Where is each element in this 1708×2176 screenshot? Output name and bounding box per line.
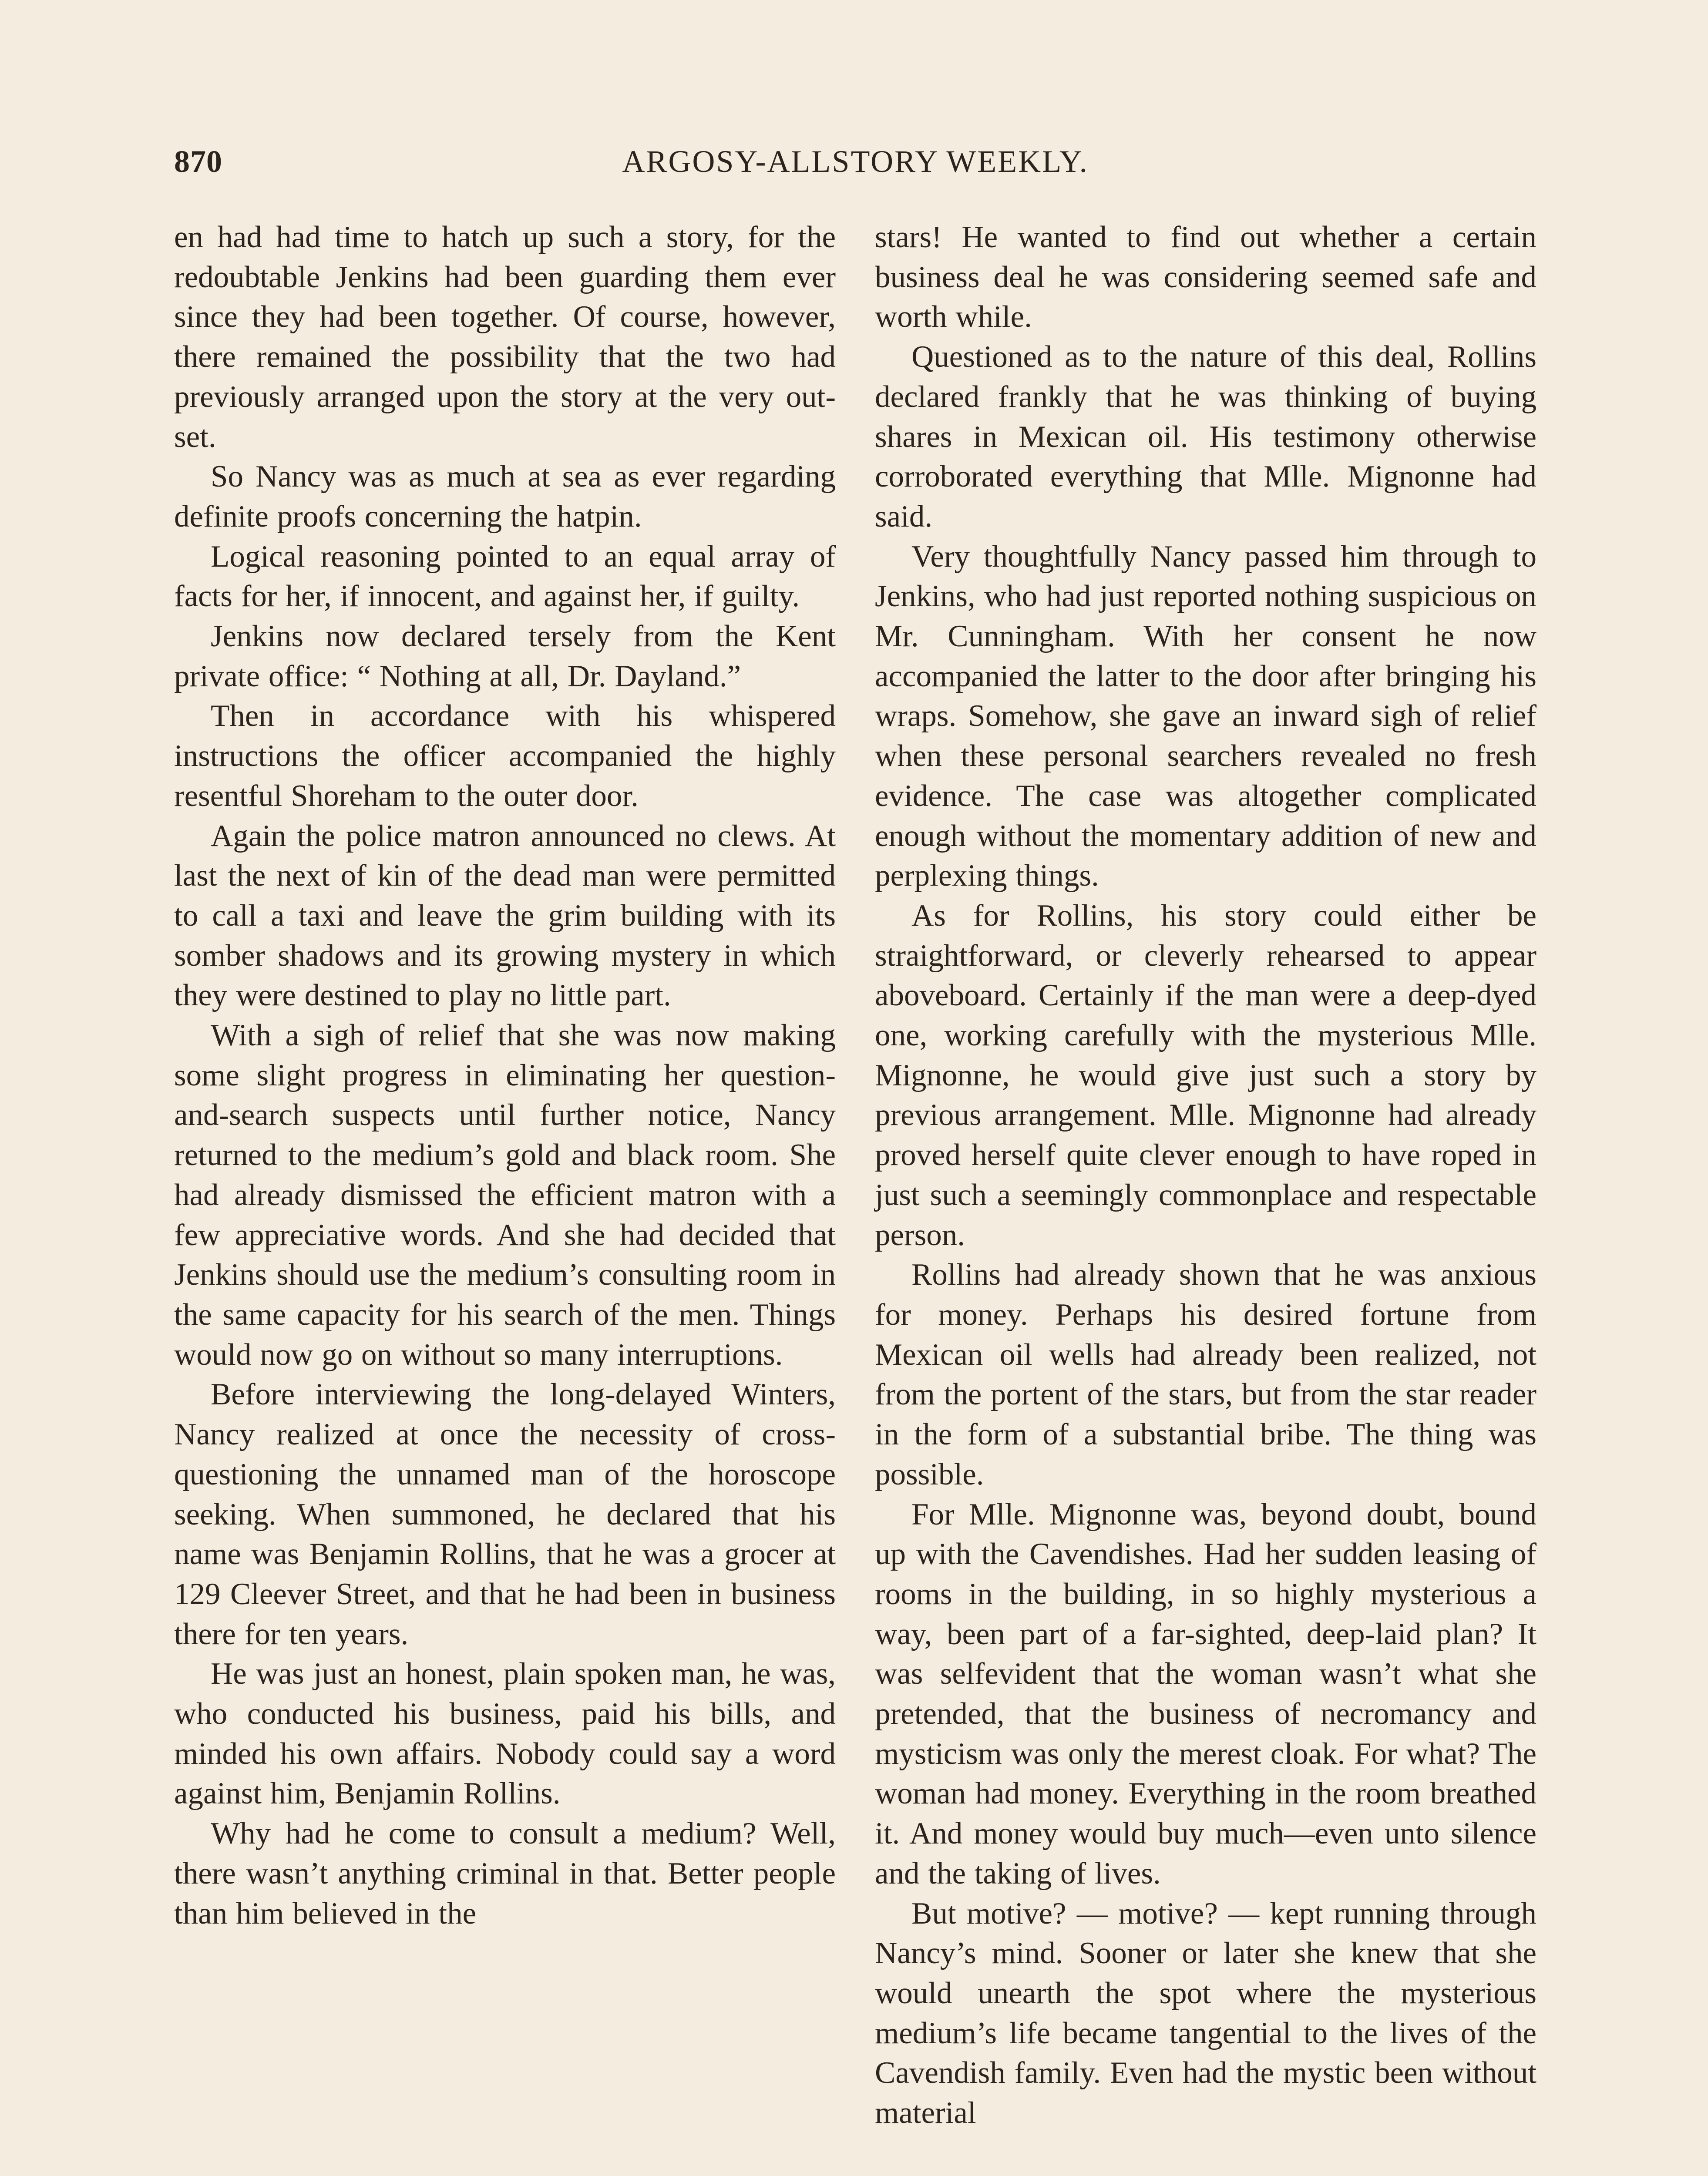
paragraph: So Nancy was as much at sea as ever regarding definite proofs concerning the hatpin. (174, 460, 836, 534)
paragraph: Jenkins now declared tersely from the Kent private office: “ Nothing at all, Dr. Dayland.” (174, 619, 836, 693)
page-number: 870 (174, 144, 222, 179)
article-body (174, 218, 1537, 2176)
paragraph: As for Rollins, his story could either be straightforward, or cleverly rehearsed to appear aboveboard. Certainly if the man were a deep-dyed one, working carefully with the mysterious Mlle. Mignonne, he would give just such a story by previous arrangement. Mlle. Mignonne had already proved herself quite clever enough to have roped in just such a seemingly commonplace and respectable person. (875, 898, 1537, 1252)
paragraph: Then in accordance with his whispered instructions the officer accompanied the highly resentful Shoreham to the outer door. (174, 699, 836, 813)
paragraph: For Mlle. Mignonne was, beyond doubt, bound up with the Cavendishes. Had her sudden leasing of rooms in the building, in so highly mysterious a way, been part of a far-sighted, deep-laid plan? It was selfevident that the woman wasn’t what she pretended, that the business of necromancy and mysticism was only the merest cloak. For what? The woman had money. Everything in the room breathed it. And money would buy much—even unto silence and the taking of lives. (875, 1497, 1537, 1891)
paragraph: With a sigh of relief that she was now making some slight progress in eliminating her question-and-search suspects until further notice, Nancy returned to the medium’s gold and black room. She had already dismissed the efficient matron with a few appreciative words. And she had decided that Jenkins should use the medium’s consulting room in the same capacity for his search of the men. Things would now go on without so many interruptions. (174, 1018, 836, 1372)
paragraph: Why had he come to consult a medium? Well, there wasn’t anything criminal in that. Better people than him believed in the (174, 1817, 836, 1931)
paragraph: Rollins had already shown that he was anxious for money. Perhaps his desired fortune from Mexican oil wells had already been realized, not from the portent of the stars, but from the star reader in the form of a substantial bribe. The thing was possible. (875, 1258, 1537, 1491)
paragraph: Very thoughtfully Nancy passed him through to Jenkins, who had just reported nothing suspicious on Mr. Cunningham. With her consent he now accompanied the latter to the door after bringing his wraps. Somehow, she gave an inward sigh of relief when these personal searchers revealed no fresh evidence. The case was altogether complicated enough without the momentary addition of new and perplexing things. (875, 539, 1537, 893)
paragraph: Before interviewing the long-delayed Winters, Nancy realized at once the necessity of cross-questioning the unnamed man of the horoscope seeking. When summoned, he declared that his name was Benjamin Rollins, that he was a grocer at 129 Cleever Street, and that he had been in business there for ten years. (174, 1377, 836, 1651)
right-column (875, 218, 1537, 2133)
paragraph: Questioned as to the nature of this deal, Rollins declared frankly that he was thinking of buying shares in Mexican oil. His testimony otherwise corroborated everything that Mlle. Mignonne had said. (875, 340, 1537, 534)
left-column (174, 218, 836, 1934)
paragraph: stars! He wanted to find out whether a certain business deal he was considering seemed safe and worth while. (875, 220, 1537, 334)
page-header (174, 144, 1537, 196)
paragraph: He was just an honest, plain spoken man, he was, who conducted his business, paid his bills, and minded his own affairs. Nobody could say a word against him, Benjamin Rollins. (174, 1657, 836, 1811)
running-title: ARGOSY-ALLSTORY WEEKLY. (622, 144, 1089, 179)
paragraph: Logical reasoning pointed to an equal array of facts for her, if innocent, and against her, if guilty. (174, 539, 836, 614)
paragraph: Again the police matron announced no clews. At last the next of kin of the dead man were permitted to call a taxi and leave the grim building with its somber shadows and its growing mystery in which they were destined to play no little part. (174, 819, 836, 1013)
paragraph: But motive? — motive? — kept running through Nancy’s mind. Sooner or later she knew that she would unearth the spot where the mysterious medium’s life became tangential to the lives of the Cavendish family. Even had the mystic been without material (875, 1896, 1537, 2130)
paragraph: en had had time to hatch up such a story, for the redoubtable Jenkins had been guarding them ever since they had been together. Of course, however, there remained the possibility that the two had previously arranged upon the story at the very outset. (174, 220, 836, 454)
